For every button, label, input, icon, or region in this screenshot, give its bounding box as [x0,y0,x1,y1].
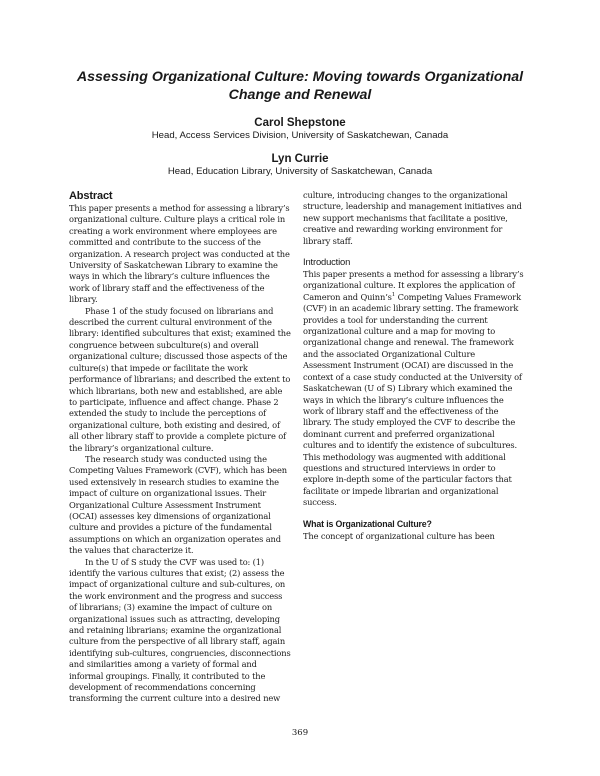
section-heading: What is Organizational Culture? [303,518,432,529]
abstract-paragraph: This paper presents a method for assessing a library’s organizational culture. Culture plays a critical role in creating a work environment where employees are committed and contribute to the success of the organization. A research project was conducted at the University of Saskatchewan Library to examine the ways in which the library’s culture influences the work of library staff and the effectiveness of the library. [69,203,290,305]
author-name: Lyn Currie [271,153,329,165]
section-paragraph: The concept of organizational culture has been [303,530,495,541]
left-column [69,190,291,705]
page-number: 369 [291,728,309,738]
author-affiliation: Head, Education Library, University of Saskatchewan, Canada [167,166,433,177]
introduction-heading: Introduction [303,256,351,268]
abstract-heading: Abstract [69,190,113,202]
author-name: Carol Shepstone [254,117,346,129]
abstract-paragraph: The research study was conducted using the Competing Values Framework (CVF), which has been used extensively in research studies to examine the impact of culture on organizational issues. Their Organizational Culture Assessment Instrument (OCAI) assesses key dimensions of organizational culture and provides a picture of the fundamental assumptions on which an organization operates and the values that characterize it. [69,453,287,556]
intro-text: Competing Values Framework (CVF) in an academic library setting. The framework provides a tool for understanding the current organizational culture and a map for moving to organizational change and renewal. The framework and the associated Organizational Culture Assessment Instrument (OCAI) are discussed in the context of a case study conducted at the University of Saskatchewan (U of S) Library which examined the ways in which the library’s culture influences the work of library staff and the effectiveness of the library. The study employed the CVF to describe the dominant current and preferred organizational cultures and to identify the existence of subcultures. This methodology was augmented with additional questions and structured interviews in order to explore in-depth some of the particular factors that facilitate or impede librarian and organizational success. [303,291,522,508]
paper-title: Assessing Organizational Culture: Moving towards Organizational Change and Renewal [76,69,524,103]
abstract-paragraph: In the U of S study the CVF was used to: (1) identify the various cultures that exist; (2) assess the impact of organizational culture and sub-cultures, on the work environment and the progress and success of librarians; (3) examine the impact of culture on organizational issues such as attracting, developing and retaining librarians; examine the organizational culture from the perspective of all library staff, again identifying sub-cultures, congruencies, disconnections and similarities among a variety of formal and informal groupings. Finally, it contributed to the development of recommendations concerning transforming the current culture into a desired new [69,556,291,704]
abstract-paragraph: Phase 1 of the study focused on librarians and described the current cultural environment of the library: identified subcultures that exist; examined the congruence between subculture(s) and overall organizational culture; discussed those aspects of the culture(s) that impede or facilitate the work performance of librarians; and described the extent to which librarians, both new and established, are able to participate, influence and affect change. Phase 2 extended the study to include the perceptions of organizational culture, both existing and desired, of all other library staff to provide a complete picture of the library’s organizational culture. [69,305,291,453]
author-affiliation: Head, Access Services Division, University of Saskatchewan, Canada [151,130,449,141]
right-column [303,190,525,542]
reference-superscript: 1 [391,292,396,299]
introduction-paragraph [303,269,525,509]
abstract-paragraph-continued: culture, introducing changes to the organizational structure, leadership and management initiatives and new support mechanisms that facilitate a positive, creative and rewarding working environment for library staff. [303,190,522,246]
intro-text: This paper presents a method for assessing a library’s organizational culture. It explores the application of Cameron and Quinn’s [303,269,524,302]
